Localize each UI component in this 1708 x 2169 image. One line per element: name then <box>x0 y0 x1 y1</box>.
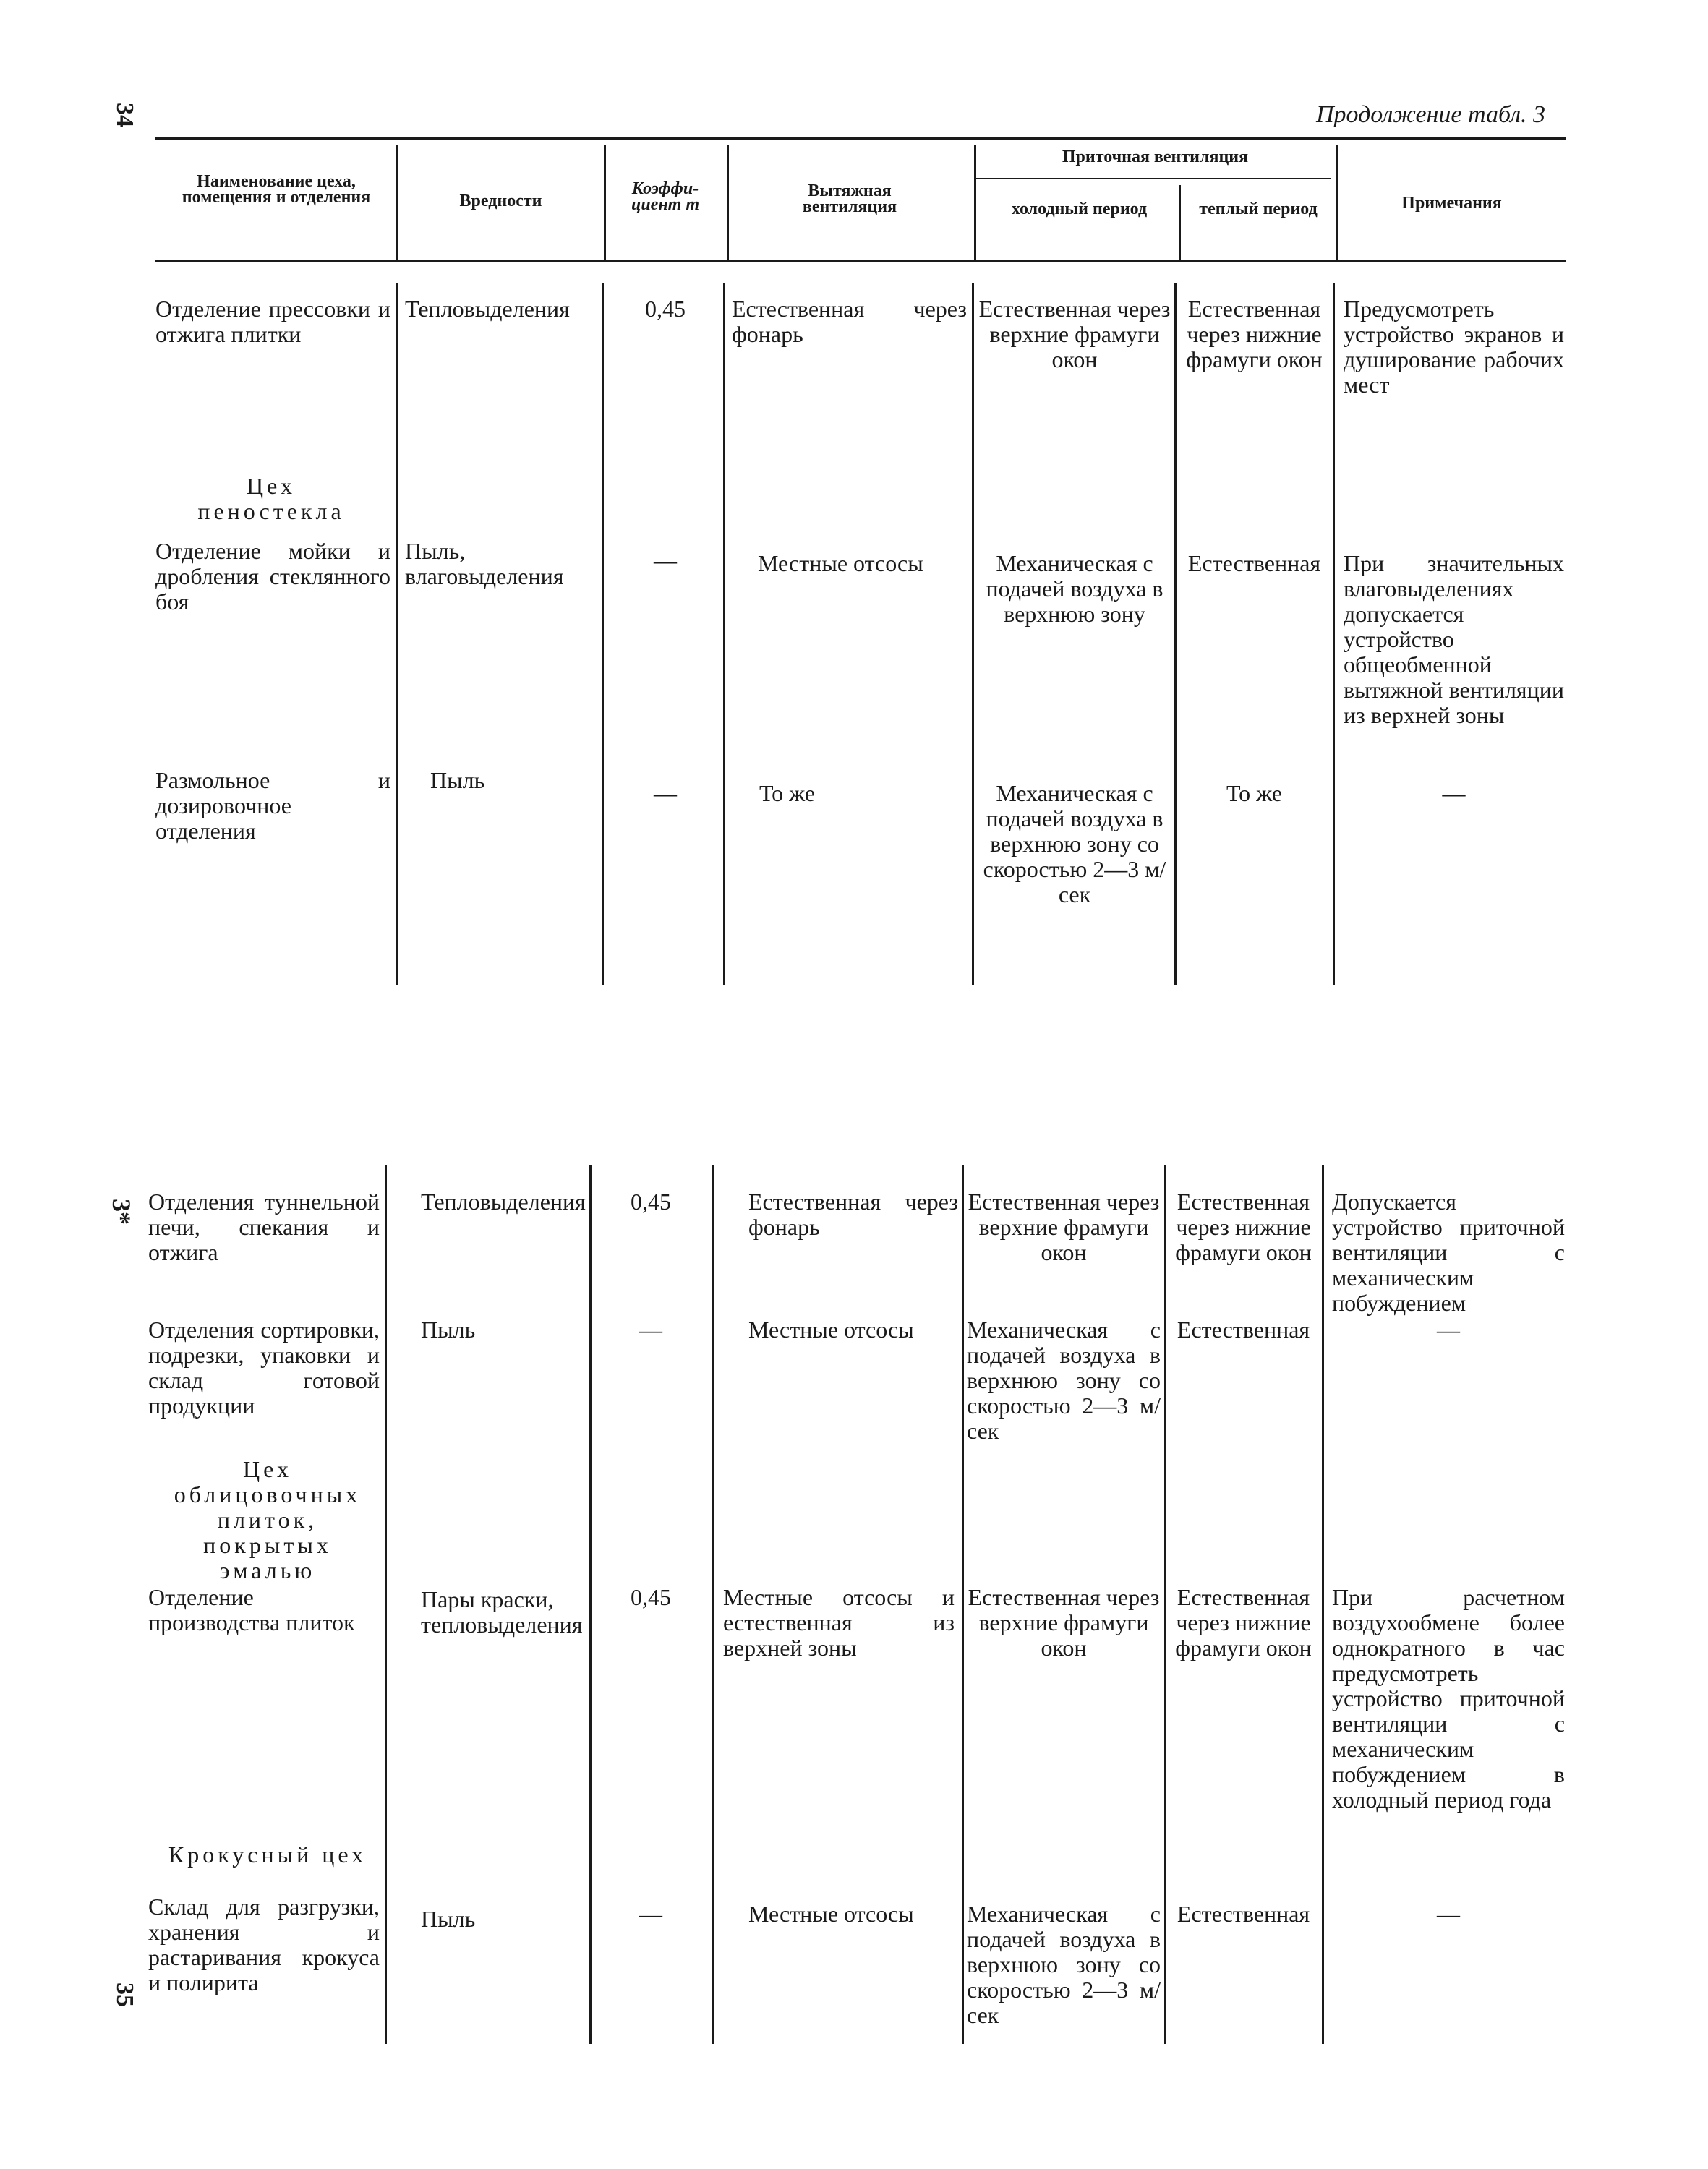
cell-notes: — <box>1437 1317 1460 1343</box>
cell-exhaust: То же <box>759 780 816 806</box>
cell-name: Отделение производства плиток <box>148 1584 355 1635</box>
cell-coef: 0,45 <box>631 1584 671 1610</box>
cell-warm: Естественная через нижние фрамуги окон <box>1186 296 1323 372</box>
cell-name: Отделение мойки и дробления стеклянного боя <box>155 538 390 615</box>
cell-warm: То же <box>1226 780 1283 806</box>
header-exhaust: Вытяжная вентиляция <box>802 181 897 216</box>
cell-name: Склад для разгрузки, хранения и растаривания крокуса и полирита <box>148 1894 380 1995</box>
header-supply: Приточная вентиляция <box>1062 147 1249 166</box>
cell-harm: Пыль <box>430 767 485 793</box>
cell-cold: Естественная через верхние фрамуги окон <box>968 1584 1160 1661</box>
cell-cold: Механическая с подачей воздуха в верхнюю зону со скоростью 2—3 м/сек <box>967 1317 1161 1444</box>
header-coef: Коэффи- циент m <box>631 179 699 214</box>
signature-mark: 3* <box>107 1199 136 1225</box>
section-title: Цех пеностекла <box>197 473 345 524</box>
cell-coef: — <box>654 547 677 573</box>
header-cold: холодный период <box>1011 200 1148 218</box>
cell-notes: — <box>1437 1901 1460 1927</box>
cell-harm: Тепловыделения <box>405 296 570 322</box>
cell-notes: Предусмотреть устройство экранов и душирование рабочих мест <box>1344 296 1564 398</box>
cell-notes: Допускается устройство приточной вентиляции с механическим побуждением <box>1332 1189 1565 1316</box>
cell-exhaust: Естественная через фонарь <box>748 1189 958 1240</box>
cell-harm: Пыль, влаговыделения <box>405 538 564 589</box>
cell-notes: При значительных влаговыделениях допускается устройство общеобменной вытяжной вентиляции из верхней зоны <box>1344 550 1564 728</box>
cell-warm: Естественная через нижние фрамуги окон <box>1175 1189 1312 1265</box>
cell-cold: Естественная через верхние фрамуги окон <box>968 1189 1160 1265</box>
cell-name: Отделение прессовки и отжига плитки <box>155 296 390 347</box>
cell-exhaust: Местные отсосы <box>748 1317 914 1343</box>
cell-exhaust: Естественная через фонарь <box>732 296 967 347</box>
cell-warm: Естественная через нижние фрамуги окон <box>1175 1584 1312 1661</box>
cell-warm: Естественная <box>1177 1901 1310 1927</box>
header-harm: Вредности <box>459 192 542 210</box>
cell-exhaust: Местные отсосы <box>758 550 923 576</box>
cell-warm: Естественная <box>1177 1317 1310 1343</box>
cell-exhaust: Местные отсосы <box>748 1901 914 1927</box>
cell-coef: — <box>639 1317 662 1343</box>
continuation-caption: Продолжение табл. 3 <box>1316 101 1546 128</box>
header-name: Наименование цеха, помещения и отделения <box>182 172 371 207</box>
cell-name: Отделения туннельной печи, спекания и отжига <box>148 1189 380 1265</box>
cell-warm: Естественная <box>1187 550 1321 576</box>
cell-cold: Естественная через верхние фрамуги окон <box>978 296 1171 372</box>
cell-cold: Механическая с подачей воздуха в верхнюю зону со скоростью 2—3 м/сек <box>967 1901 1161 2028</box>
cell-coef: 0,45 <box>631 1189 671 1215</box>
header-notes: Примечания <box>1401 194 1502 213</box>
section-title: Цех облицовочных плиток, покрытых эмалью <box>174 1456 362 1583</box>
header-warm: теплый период <box>1199 200 1318 218</box>
cell-exhaust: Местные отсосы и естественная из верхней зоны <box>723 1584 955 1661</box>
cell-cold: Механическая с подачей воздуха в верхнюю зону со скоростью 2—3 м/сек <box>983 780 1166 907</box>
cell-cold: Механическая с подачей воздуха в верхнюю зону <box>986 550 1163 627</box>
bottom-page-number: 35 <box>111 1982 138 2007</box>
cell-harm: Пары краски, тепловыделения <box>421 1586 583 1638</box>
cell-harm: Пыль <box>421 1317 476 1343</box>
cell-harm: Пыль <box>421 1906 476 1932</box>
cell-coef: — <box>654 780 677 806</box>
cell-name: Отделения сортировки, подрезки, упаковки и склад готовой продукции <box>148 1317 380 1419</box>
cell-harm: Тепловыделения <box>421 1189 586 1215</box>
cell-coef: — <box>639 1901 662 1927</box>
cell-coef: 0,45 <box>645 296 686 322</box>
section-title: Крокусный цех <box>168 1841 367 1868</box>
cell-notes: При расчетном воздухообмене более однократного в час предусмотреть устройство приточной вентиляции с механическим побуждением в холодный период года <box>1332 1584 1565 1813</box>
top-page-number: 34 <box>111 103 138 127</box>
cell-name: Размольное и дозировочное отделения <box>155 767 390 844</box>
cell-notes: — <box>1442 780 1466 806</box>
